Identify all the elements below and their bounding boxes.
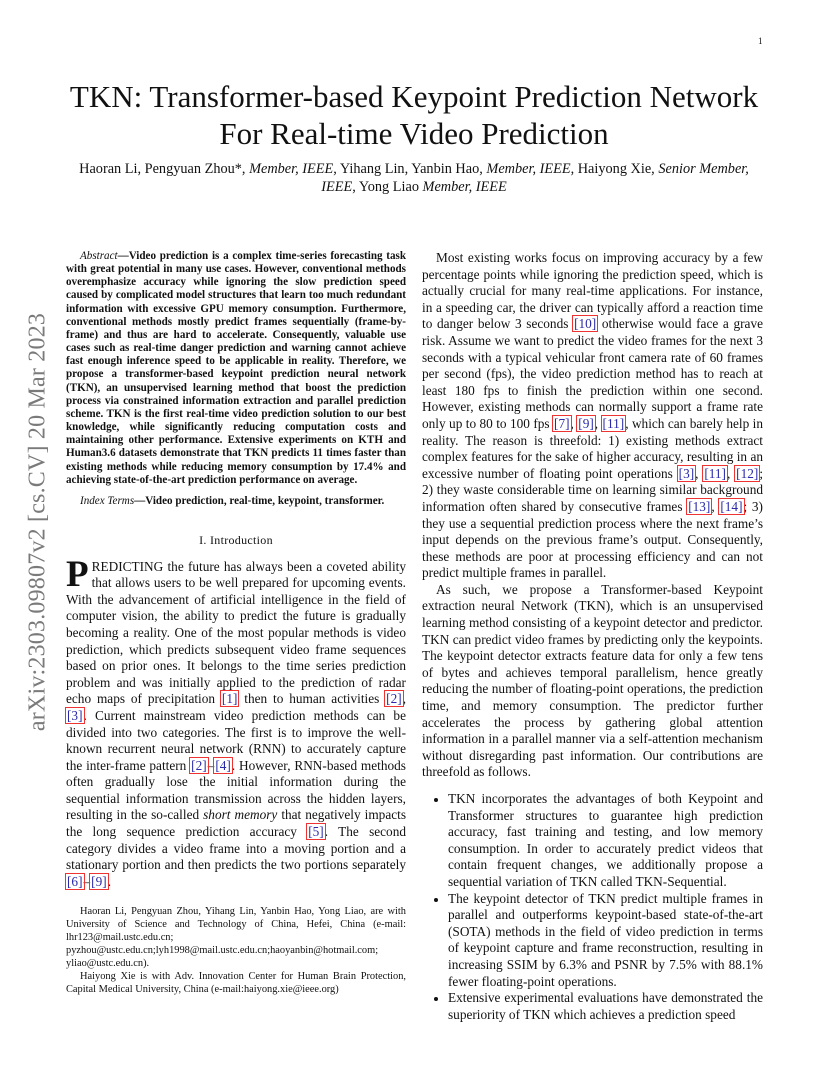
footnote-paragraph: Haiyong Xie is with Adv. Innovation Center for Human Brain Protection, Capital Medical University, China (e-mail:haiyong.xie@ieee.org) (66, 970, 406, 995)
body-text: ; 2) they waste considerable time on learning similar background information often shared by consecutive frames (422, 465, 764, 514)
index-terms (66, 495, 406, 508)
index-terms-label: Index Terms (80, 494, 135, 507)
body-text: , which can barely help in reality. The reason is threefold: 1) existing methods extract complex features for the sake of higher accuracy, resulting in an excessive number of floating point operations (422, 415, 764, 481)
intro-text: – (83, 873, 91, 889)
contribution-item: • Extensive experimental evaluations have demonstrated the superiority of TKN which achieves a prediction speed (448, 990, 763, 1023)
right-column (422, 250, 763, 1023)
intro-text: , (402, 691, 407, 707)
body-text: otherwise would face a grave risk. Assume we want to predict the video frames for the next 3 seconds with a typical vehicular front camera rate of 60 frames per second (fps), the video prediction method has to reach at least 180 fps to finish the prediction within one second. However, existing methods can normally support a frame rate only up to 80 to 100 fps (422, 316, 764, 431)
author-names: , Haiyong Xie, (570, 161, 659, 177)
intro-text: then to human activities (238, 691, 386, 707)
abstract (66, 250, 406, 487)
citation-link[interactable]: [6] (67, 873, 83, 889)
contribution-item: • The keypoint detector of TKN predict multiple frames in parallel and outperforms keypoint-based state-of-the-art (SOTA) methods in the field of video prediction in terms of keypoint capture and frame reconstruction, resulting in increasing SSIM by 6.3% and PSNR by 7.5% with 88.1% fewer floating-point operations. (448, 891, 763, 991)
abstract-label: Abstract (80, 250, 118, 262)
intro-text: . However, RNN-based methods often gradually lose the initial information during the sequential information transmission across the hidden layers, resulting in the so-called (66, 757, 406, 823)
arxiv-sidebar-stamp (18, 282, 58, 762)
citation-link[interactable]: [4] (215, 757, 231, 773)
drop-cap: P (66, 553, 89, 595)
intro-text: that negatively impacts the long sequence prediction accuracy (66, 807, 406, 840)
intro-paragraph (66, 553, 407, 891)
footnote-paragraph: Haoran Li, Pengyuan Zhou, Yihang Lin, Yanbin Hao, Yong Liao, are with University of Science and Technology of China, Hefei, China (e-mail: lhr123@mail.ustc.edu.cn; pyzhou@ustc.edu.cn;lyh1998@mail.ustc.edu.cn;haoyanbin@hotmail.com; yliao@ustc.edu.cn). (66, 906, 406, 970)
citation-link[interactable]: [9] (91, 873, 107, 889)
paper-title: TKN: Transformer-based Keypoint Prediction Network For Real-time Video Prediction (69, 79, 759, 151)
citation-link[interactable]: [7] (554, 415, 570, 431)
index-terms-text: —Video prediction, real-time, keypoint, transformer. (134, 494, 385, 507)
body-text: , (594, 415, 602, 431)
body-paragraph (422, 250, 763, 582)
body-text: , (711, 498, 720, 514)
intro-text: . (107, 873, 112, 889)
citation-link[interactable]: [5] (308, 824, 324, 840)
contributions-list (422, 791, 763, 1023)
page-number: 1 (758, 36, 763, 46)
intro-text: . Current mainstream video prediction methods can be divided into two categories. The first is to improve the well-known recurrent neural network (RNN) to accurately capture the inter-frame pattern (66, 707, 406, 773)
citation-link[interactable]: [2] (191, 757, 207, 773)
body-text: , (727, 465, 736, 481)
contribution-item: • TKN incorporates the advantages of both Keypoint and Transformer structures to guarantee high prediction accuracy, fast training and testing, and low memory consumption. In order to accurately predict videos that contain frequent changes, we additionally propose a sequential variation of TKN called TKN-Sequential. (448, 791, 763, 891)
author-list (78, 160, 750, 196)
intro-text: REDICTING the future has always been a coveted ability that allows users to be well prepared for upcoming events. With the advancement of artificial intelligence in the field of computer vision, the ability to predict the future is gradually becoming a reality. One of the most popular methods is video prediction, which predicts subsequent video frame sequences based on prior ones. It belongs to the time series prediction problem and was initially applied to the prediction of radar echo maps of precipitation (66, 558, 406, 707)
citation-link[interactable]: [11] (704, 465, 726, 481)
author-names: , Yong Liao (352, 179, 423, 195)
body-text: , (695, 465, 704, 481)
citation-link[interactable]: [14] (720, 498, 743, 514)
citation-link[interactable]: [13] (688, 498, 711, 514)
citation-link[interactable]: [12] (736, 465, 759, 481)
citation-link[interactable]: [2] (386, 691, 402, 707)
body-text: ; 3) they use a sequential prediction process where the next frame’s input depends on the previous frame’s output. Consequently, these methods are poor at processing efficiency and can not predict multiple frames in parallel. (422, 498, 763, 581)
citation-link[interactable]: [3] (678, 465, 695, 481)
body-paragraph: As such, we propose a Transformer-based Keypoint extraction neural Network (TKN), which is an unsupervised learning method consisting of a keypoint detector and predictor. TKN can predict video frames by predicting only the keypoints. The keypoint detector extracts feature data for only a few tens of bytes and achieves temporal parallelism, hence greatly reducing the number of floating-point operations, the prediction time, and memory consumption. The predictor further accelerates the process by gathering global attention information in a parallel manner via a self-attention mechanism without disregarding past information. Our contributions are threefold as follows. (422, 581, 763, 780)
abstract-text: —Video prediction is a complex time-series forecasting task with great potential in many use cases. However, conventional methods overemphasize accuracy while ignoring the slow prediction speed caused by complicated model structures that learn too much redundant information with excessive GPU memory consumption. Furthermore, conventional methods mostly predict frames sequentially (frame-by-frame) and thus are hard to accelerate. Consequently, valuable use cases such as real-time danger prediction and warning cannot achieve fast enough inference speed to be applicable in reality. Therefore, we propose a transformer-based keypoint prediction neural network (TKN), an unsupervised learning method that boost the prediction process via constrained information extraction and parallel prediction scheme. TKN is the first real-time video prediction solution to our best knowledge, while significantly reducing computation costs and maintaining other performance. Extensive experiments on KTH and Human3.6 datasets demonstrate that TKN predicts 11 times faster than existing methods while reducing memory consumption by 17.4% and achieving state-of-the-art prediction performance on average. (66, 250, 406, 486)
body-text: , (570, 415, 578, 431)
author-names: Haoran Li, Pengyuan Zhou*, (79, 161, 250, 177)
intro-emphasis: short memory (203, 807, 278, 823)
author-membership: Senior Member, IEEE (321, 161, 749, 195)
citation-link[interactable]: [11] (602, 415, 625, 431)
citation-link[interactable]: [3] (67, 707, 83, 723)
arxiv-identifier: arXiv:2303.09807v2 [cs.CV] 20 Mar 2023 (24, 312, 51, 732)
intro-text: . The second category divides a video frame into a moving portion and a stationary portion and then predicts the two portions separately (66, 824, 406, 873)
left-column (66, 250, 406, 997)
author-membership: Member, IEEE (422, 179, 507, 195)
author-membership: Member, IEEE (249, 161, 334, 177)
body-text: Most existing works focus on improving accuracy by a few percentage points while ignoring the prediction speed, which is actually crucial for many real-time applications. For instance, in a speeding car, the driver can typically afford a reaction time to danger below 3 seconds (422, 250, 763, 332)
affiliation-footnote (66, 906, 406, 996)
section-heading-introduction: I. Introduction (199, 532, 273, 547)
author-names: , Yihang Lin, Yanbin Hao, (333, 161, 487, 177)
citation-link[interactable]: [10] (574, 316, 597, 332)
citation-link[interactable]: [1] (221, 691, 238, 707)
citation-link[interactable]: [9] (578, 415, 594, 431)
intro-text: – (207, 757, 215, 773)
author-membership: Member, IEEE (486, 161, 571, 177)
